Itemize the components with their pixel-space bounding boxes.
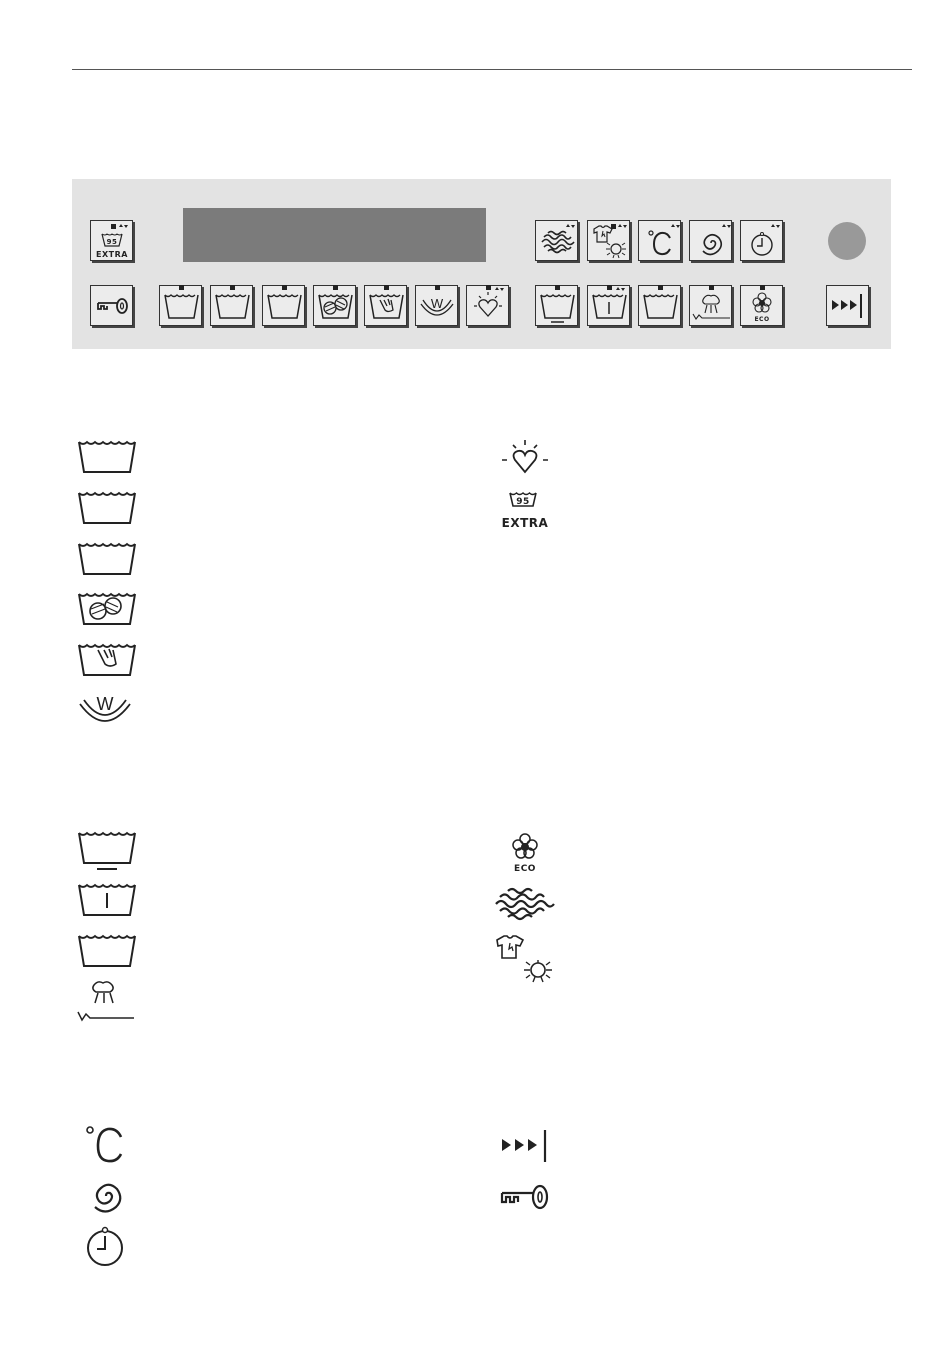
legend-start-pause-icon [500,1128,552,1164]
legend-spin-icon [84,1174,130,1220]
legend-woolmark-letter: W [96,694,114,714]
legend-synthetics-icon [76,489,138,529]
woolmark-program-button[interactable] [415,285,458,326]
legend-temperature-icon [84,1124,130,1170]
eco-button[interactable] [740,285,783,326]
wool-wash-icon [314,286,357,327]
extra-rinse-icon [639,286,682,327]
care-program-button[interactable] [466,285,509,326]
temperature-icon [639,221,682,262]
legend-care-heart-icon [497,438,553,478]
display-window [183,208,486,262]
legend-extra-label: EXTRA [501,516,549,530]
extra-95-wash-icon [91,221,134,262]
legend-steam-icon [76,980,138,1026]
extra-95-button[interactable] [90,220,133,261]
legend-wool-icon [76,590,138,630]
spin-button[interactable] [689,220,732,261]
steam-button[interactable] [689,285,732,326]
low-spin-button[interactable] [587,285,630,326]
steam-iron-icon [690,286,733,327]
legend-handwash-icon [76,641,138,681]
legend-eco-icon [497,830,553,876]
rinse-hold-icon [536,286,579,327]
legend-extra-rinse-icon [76,932,138,972]
soil-level-icon [536,221,579,262]
eco-flower-icon [741,286,784,327]
legend-extra-95-icon [497,489,553,531]
delicates-program-button[interactable] [262,285,305,326]
synthetics-wash-icon [211,286,254,327]
spin-spiral-icon [690,221,733,262]
program-knob[interactable] [828,222,866,260]
legend-time-icon [84,1224,130,1270]
legend-cotton-icon [76,438,138,478]
cotton-wash-icon [160,286,203,327]
legend-extra-temp: 95 [516,497,530,507]
legend-eco-label: ECO [514,864,536,874]
legend-low-spin-icon [76,881,138,921]
synthetics-program-button[interactable] [210,285,253,326]
child-lock-button[interactable] [90,285,133,326]
soil-level-button[interactable] [535,220,578,261]
handwash-program-button[interactable] [364,285,407,326]
time-button[interactable] [740,220,783,261]
delicates-wash-icon [263,286,306,327]
care-heart-icon [467,286,510,327]
extra-temp-label: 95 [106,238,118,246]
woolmark-icon [416,286,459,327]
temperature-button[interactable] [638,220,681,261]
wool-program-button[interactable] [313,285,356,326]
hand-wash-icon [365,286,408,327]
cotton-program-button[interactable] [159,285,202,326]
start-pause-icon [827,286,870,327]
legend-soil-level-icon [494,886,556,922]
start-pause-button[interactable] [826,285,869,326]
key-lock-icon [91,286,134,327]
woolmark-letter: W [430,296,444,311]
legend-stain-icon [494,932,558,990]
stain-shirt-icon [588,221,631,262]
legend-woolmark-icon [76,692,138,732]
legend-key-lock-icon [500,1180,552,1216]
rinse-hold-button[interactable] [535,285,578,326]
extra-rinse-button[interactable] [638,285,681,326]
eco-label: ECO [754,316,770,323]
legend-delicates-icon [76,540,138,580]
extra-label: EXTRA [96,250,128,259]
low-spin-icon [588,286,631,327]
time-clock-icon [741,221,784,262]
page-top-rule [72,69,912,70]
stain-button[interactable] [587,220,630,261]
legend-rinse-hold-icon [76,829,138,871]
